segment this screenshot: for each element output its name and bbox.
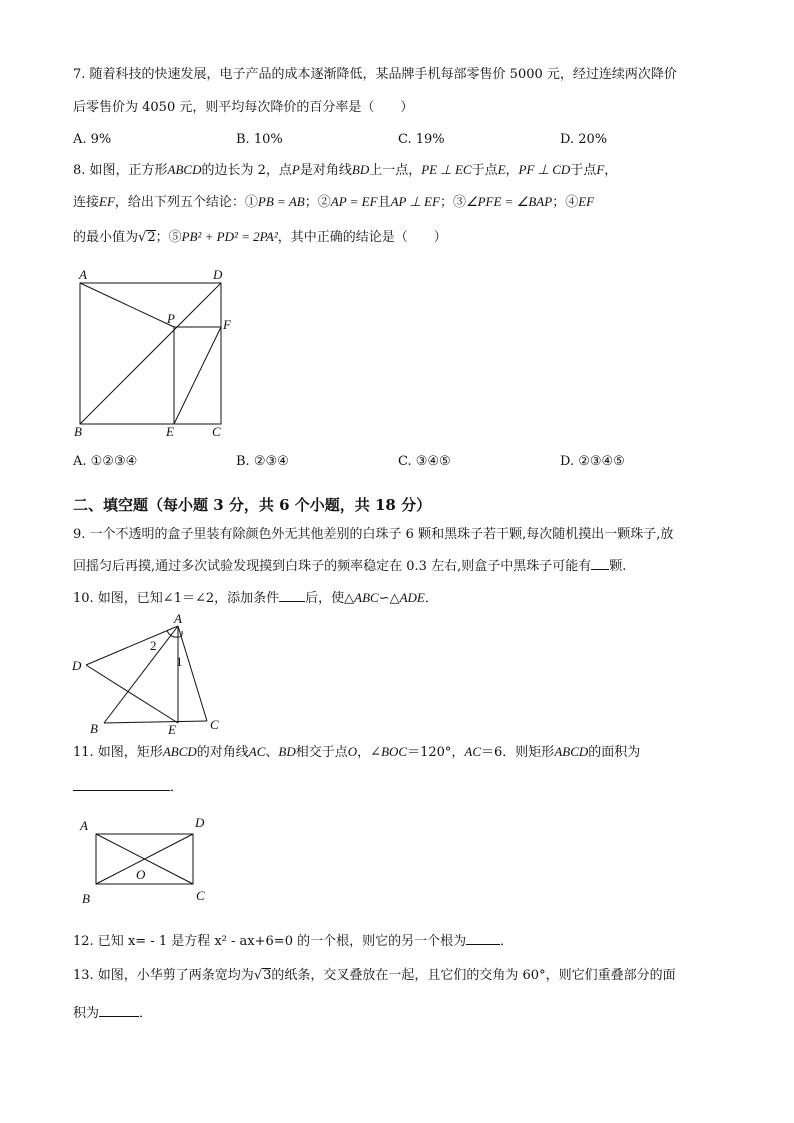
segment-de (86, 665, 178, 723)
section-title: 二、填空题（每小题 3 分，共 6 个小题，共 18 分） (73, 496, 432, 514)
segment-ab (104, 626, 178, 723)
q12-line (73, 931, 513, 951)
q8-math: F (596, 162, 605, 177)
q11-text: 11. 如图，矩形 (73, 745, 163, 760)
sqrt-sign: √ (138, 230, 147, 245)
q7-option-a: A. 9% (73, 132, 112, 147)
label-d: D (72, 658, 82, 673)
answer-blank[interactable] (591, 556, 609, 570)
label-f: F (223, 317, 231, 332)
sqrt-radicand: 3 (263, 968, 272, 983)
segment-ef (174, 327, 221, 424)
q10-text: 10. 如图，已知∠1＝∠2，添加条件 (73, 591, 280, 606)
q8-text: ， (505, 163, 519, 178)
answer-blank[interactable] (279, 588, 305, 602)
answer-blank[interactable] (73, 777, 170, 791)
q8-line3 (73, 228, 447, 247)
q11-text: ＝6．则矩形 (481, 745, 555, 760)
q8-text: 连接 (73, 195, 100, 210)
q11-math: BD (278, 744, 296, 759)
label-b: B (90, 721, 98, 736)
q11-text: 的面积为 (588, 745, 641, 760)
q13-line1 (73, 967, 676, 985)
q8-math: PF ⊥ CD (518, 162, 571, 177)
q8-square-figure (70, 265, 240, 440)
q7-option-d: D. 20% (560, 132, 608, 147)
q9-line2 (73, 556, 626, 576)
answer-blank[interactable] (99, 1003, 139, 1017)
answer-blank[interactable] (466, 931, 500, 945)
q8-text: ，其中正确的结论是（ ） (277, 230, 447, 245)
q10-text: 后，使△ (305, 591, 355, 606)
q10-math: ADE (399, 590, 425, 605)
q8-text: ，给出下列五个结论：① (114, 195, 258, 210)
label-b: B (82, 891, 90, 906)
q9-text: 颗. (609, 559, 627, 574)
q8-text: ；③ (439, 195, 466, 210)
q8-math: PB = AB (257, 194, 305, 209)
q8-text: ；④ (552, 195, 579, 210)
q11-line2 (73, 777, 183, 797)
label-d: D (195, 815, 205, 830)
label-p: P (167, 311, 175, 326)
q7-line2: 后零售价为 4050 元，则平均每次降价的百分率是（ ） (73, 100, 414, 115)
q8-text: 的边长为 2，点 (201, 163, 292, 178)
q11-text: ． (170, 780, 184, 795)
label-a: A (79, 267, 87, 282)
q8-math: EF (99, 194, 115, 209)
q10-text: ∽△ (378, 591, 400, 606)
q8-text: 于点 (570, 163, 597, 178)
q8-text: ；⑤ (155, 230, 182, 245)
q13-text: ． (139, 1006, 153, 1021)
q13-line2 (73, 1003, 152, 1023)
sqrt-sign: √ (253, 968, 263, 983)
label-a: A (80, 818, 88, 833)
q8-text: 于点 (471, 163, 498, 178)
q13-text: 积为 (73, 1006, 100, 1021)
q7-option-c: C. 19% (398, 132, 445, 147)
q8-math: E (497, 162, 506, 177)
q11-math: ABCD (554, 744, 589, 759)
q11-math: O (347, 744, 358, 759)
label-e: E (168, 722, 176, 737)
diagonal-bd (80, 283, 221, 424)
q10-line (73, 588, 438, 608)
q11-text: ＝120°， (407, 745, 465, 760)
q11-line1 (73, 743, 640, 762)
q12-text: ． (500, 934, 514, 949)
q11-text: 相交于点 (295, 745, 348, 760)
q8-math: ∠PFE = ∠BAP (465, 194, 553, 209)
q11-math: AC (464, 744, 482, 759)
label-a: A (174, 611, 182, 626)
sqrt-radicand: 2 (147, 230, 156, 245)
q11-text: 、 (265, 745, 279, 760)
q8-text: 的最小值为 (73, 230, 139, 245)
q13-text: 的纸条，交叉叠放在一起，且它们的交角为 60°，则它们重叠部分的面 (271, 968, 676, 983)
q8-option-c: C. ③④⑤ (398, 454, 451, 469)
q8-text: ；② (304, 195, 331, 210)
segment-ap (80, 283, 174, 327)
q8-math: BD (351, 162, 370, 177)
q11-math: ABCD (162, 744, 197, 759)
q8-option-b: B. ②③④ (236, 454, 289, 469)
label-d: D (213, 267, 223, 282)
q13-text: 13. 如图，小华剪了两条宽均为 (73, 968, 254, 983)
q8-math: P (291, 162, 300, 177)
angle-2-arc (167, 631, 178, 637)
q8-option-a: A. ①②③④ (73, 454, 138, 469)
q8-math: PB² + PD² = 2PA² (181, 229, 278, 244)
q8-math: PE ⊥ EC (421, 162, 472, 177)
q7-line1: 7. 随着科技的快速发展，电子产品的成本逐渐降低，某品牌手机每部零售价 5000 元，经过连续两次降价 (73, 67, 677, 82)
q8-text: 且 (377, 195, 391, 210)
q9-line1: 9. 一个不透明的盒子里装有除颜色外无其他差别的白珠子 6 颗和黑珠子若干颗,每次随机摸出一颗珠子,放 (73, 527, 674, 542)
q10-triangle-figure (68, 610, 233, 740)
segment-da (86, 626, 178, 665)
label-c: C (210, 717, 219, 732)
label-b: B (74, 424, 82, 439)
q8-math: AP ⊥ EF (390, 194, 440, 209)
q7-option-b: B. 10% (236, 132, 283, 147)
q11-text: 的对角线 (196, 745, 249, 760)
q8-text: 上一点， (369, 163, 422, 178)
q8-math: EF (578, 194, 595, 209)
q10-text: ． (424, 591, 438, 606)
q8-line1 (73, 161, 617, 180)
q11-rectangle-figure (74, 812, 214, 907)
q8-option-d: D. ②③④⑤ (560, 454, 625, 469)
segment-bc (104, 721, 207, 723)
q11-math: AC (248, 744, 266, 759)
q8-text: ， (604, 163, 618, 178)
label-o: O (136, 867, 146, 882)
label-c: C (212, 424, 221, 439)
label-e: E (166, 424, 174, 439)
q8-math: ABCD (167, 162, 202, 177)
segment-ac (178, 626, 207, 721)
q8-text: 8. 如图，正方形 (73, 163, 168, 178)
q11-math: BOC (381, 744, 408, 759)
angle-label-1: 1 (176, 654, 183, 669)
q9-text: 回摇匀后再摸,通过多次试验发现摸到白珠子的频率稳定在 0.3 左右,则盒子中黑珠子可能有 (73, 559, 592, 574)
q8-text: 是对角线 (299, 163, 352, 178)
q8-math: AP = EF (330, 194, 378, 209)
q11-text: ，∠ (357, 745, 382, 760)
q8-line2 (73, 193, 594, 212)
q12-text: 12. 已知 x= - 1 是方程 x² - ax+6=0 的一个根，则它的另一个根为 (73, 934, 467, 949)
label-c: C (196, 888, 205, 903)
q10-math: ABC (354, 590, 379, 605)
angle-label-2: 2 (150, 638, 157, 653)
